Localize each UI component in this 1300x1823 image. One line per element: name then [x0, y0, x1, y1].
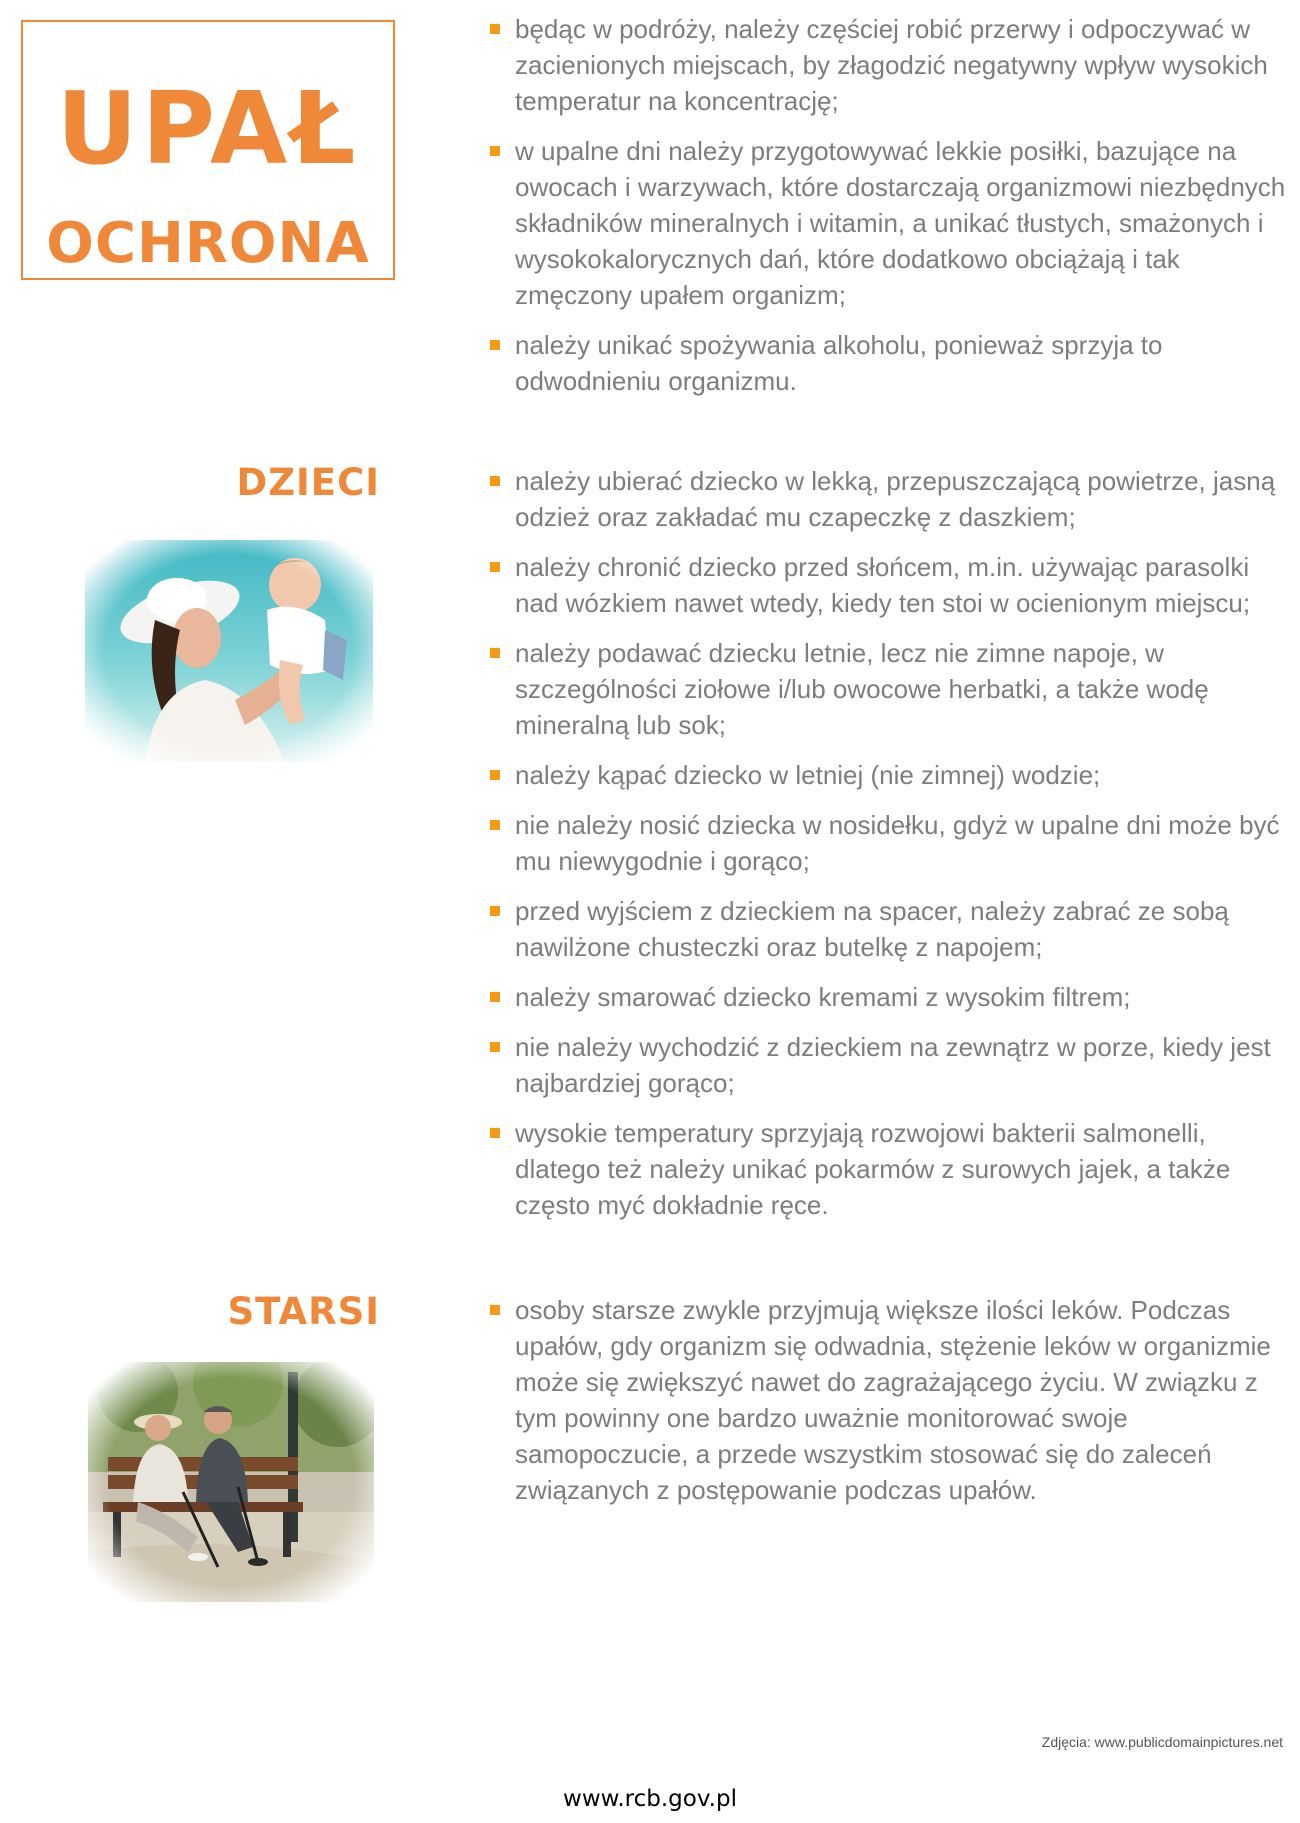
square-bullet-icon: [490, 1305, 500, 1315]
square-bullet-icon: [490, 340, 500, 350]
starsi-list: [490, 1292, 1290, 1522]
list-item-text: nie należy wychodzić z dzieckiem na zewnątrz w porze, kiedy jest najbardziej gorąco;: [515, 1032, 1271, 1098]
square-bullet-icon: [490, 476, 500, 486]
square-bullet-icon: [490, 906, 500, 916]
list-item: [490, 757, 1290, 793]
title-box: [21, 20, 395, 280]
page-subtitle: OCHRONA: [46, 211, 370, 276]
list-item: [490, 635, 1290, 743]
list-item: [490, 549, 1290, 621]
photo-credit: Zdjęcia: www.publicdomainpictures.net: [1041, 1734, 1283, 1750]
list-item: [490, 463, 1290, 535]
list-item-text: należy ubierać dziecko w lekką, przepuszczającą powietrze, jasną odzież oraz zakładać mu czapeczkę z daszkiem;: [515, 466, 1276, 532]
square-bullet-icon: [490, 1042, 500, 1052]
photo-mother-and-baby: [85, 540, 373, 762]
section-heading-dzieci: DZIECI: [236, 461, 380, 504]
list-item-text: należy unikać spożywania alkoholu, ponieważ sprzyja to odwodnieniu organizmu.: [515, 330, 1163, 396]
square-bullet-icon: [490, 562, 500, 572]
section-heading-starsi: STARSI: [227, 1290, 380, 1333]
page-title: UPAŁ: [56, 70, 360, 187]
footer-url: www.rcb.gov.pl: [563, 1786, 737, 1812]
list-item: [490, 11, 1290, 119]
square-bullet-icon: [490, 820, 500, 830]
square-bullet-icon: [490, 992, 500, 1002]
list-item-text: nie należy nosić dziecka w nosidełku, gdyż w upalne dni może być mu niewygodnie i gorąco;: [515, 810, 1280, 876]
list-item-text: będąc w podróży, należy częściej robić przerwy i odpoczywać w zacienionych miejscach, by złagodzić negatywny wpływ wysokich temperatur na koncentrację;: [515, 14, 1268, 116]
square-bullet-icon: [490, 146, 500, 156]
list-item: [490, 1292, 1290, 1508]
list-item-text: wysokie temperatury sprzyjają rozwojowi bakterii salmonelli, dlatego też należy unikać pokarmów z surowych jajek, a także często myć dokładnie ręce.: [515, 1118, 1231, 1220]
list-item-text: należy podawać dziecku letnie, lecz nie zimne napoje, w szczególności ziołowe i/lub owocowe herbatki, a także wodę mineralną lub sok;: [515, 638, 1209, 740]
list-item: [490, 1029, 1290, 1101]
square-bullet-icon: [490, 648, 500, 658]
list-item-text: należy chronić dziecko przed słońcem, m.in. używając parasolki nad wózkiem nawet wtedy, kiedy ten stoi w ocienionym miejscu;: [515, 552, 1251, 618]
list-item-text: przed wyjściem z dzieckiem na spacer, należy zabrać ze sobą nawilżone chusteczki oraz butelkę z napojem;: [515, 896, 1229, 962]
square-bullet-icon: [490, 1128, 500, 1138]
square-bullet-icon: [490, 24, 500, 34]
list-item: [490, 1115, 1290, 1223]
list-item-text: w upalne dni należy przygotowywać lekkie posiłki, bazujące na owocach i warzywach, które dostarczają organizmowi niezbędnych składników mineralnych i witamin, a unikać tłustych, smażonych i wysokokalorycznych dań, które dodatkowo obciążają i tak zmęczony upałem organizm;: [515, 136, 1286, 310]
square-bullet-icon: [490, 770, 500, 780]
list-item: [490, 133, 1290, 313]
list-item: [490, 327, 1290, 399]
elderly-couple-illustration: [88, 1362, 374, 1602]
list-item: [490, 979, 1290, 1015]
mother-baby-illustration: [85, 540, 373, 762]
dzieci-list: [490, 463, 1290, 1237]
list-item-text: należy smarować dziecko kremami z wysokim filtrem;: [515, 982, 1131, 1012]
list-item: [490, 893, 1290, 965]
list-item: [490, 807, 1290, 879]
list-item-text: osoby starsze zwykle przyjmują większe ilości leków. Podczas upałów, gdy organizm się odwadnia, stężenie leków w organizmie może się zwiększyć nawet do zagrażającego życiu. W związku z tym powinny one bardzo uważnie monitorować swoje samopoczucie, a przede wszystkim stosować się do zaleceń związanych z postępowanie podczas upałów.: [515, 1295, 1271, 1505]
intro-list: [490, 11, 1290, 413]
list-item-text: należy kąpać dziecko w letniej (nie zimnej) wodzie;: [515, 760, 1101, 790]
photo-elderly-couple: [88, 1362, 374, 1602]
